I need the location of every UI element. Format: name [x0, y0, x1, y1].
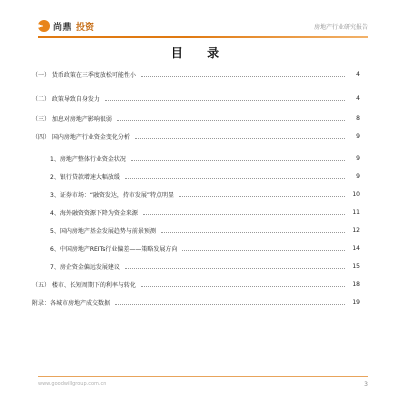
- toc-entry[interactable]: [32, 296, 360, 308]
- toc-entry-label: 3、证券市场：“融资发达，持市发展”特点明显: [50, 190, 177, 199]
- toc-entry[interactable]: [32, 260, 360, 272]
- toc-entry[interactable]: [32, 224, 360, 236]
- toc-leader: [135, 138, 345, 139]
- toc-entry[interactable]: [32, 112, 360, 124]
- toc-leader: [125, 268, 345, 269]
- toc-entry[interactable]: [32, 242, 360, 254]
- company-logo: [38, 20, 94, 33]
- logo-mark-icon: [38, 20, 50, 32]
- toc-leader: [125, 178, 345, 179]
- logo-text-accent: 投资: [76, 22, 95, 33]
- toc-entry-label: （四） 国内房地产行业资金变化分析: [32, 132, 133, 141]
- toc-entry[interactable]: [32, 278, 360, 290]
- toc-entry[interactable]: [32, 152, 360, 164]
- toc-entry-label: 6、中国房地产REITs行业偏差——策略发展方向: [50, 244, 180, 253]
- toc-entry-label: 附录：各城市房地产成交数据: [32, 298, 113, 307]
- toc-leader: [161, 232, 345, 233]
- toc-leader: [131, 160, 345, 161]
- report-category: 房地产行业研究报告: [313, 23, 368, 31]
- toc-entry-label: 2、银行贷款增速大幅放缓: [50, 172, 123, 181]
- toc-entry[interactable]: [32, 130, 360, 142]
- toc-entry-label: 1、房地产整体行业资金状况: [50, 154, 129, 163]
- footer-url: www.goodwillgroup.com.cn: [38, 381, 107, 387]
- toc-entry-label: （一） 货币政策在三季度放松可能性小: [32, 70, 139, 79]
- toc-entry-label: （五） 楼市、长短周期下的利率与转化: [32, 280, 139, 289]
- footer-divider: [38, 376, 368, 377]
- toc-leader: [179, 196, 345, 197]
- toc-entry-page: 10: [352, 190, 360, 198]
- toc-entry-label: 5、国内房地产基金发展趋势与前景预测: [50, 226, 159, 235]
- toc-entry[interactable]: [32, 68, 360, 80]
- toc-entry[interactable]: [32, 92, 360, 104]
- toc-entry-label: 4、海外融资资源下降为资金来源: [50, 208, 141, 217]
- toc-entry-page: 9: [356, 172, 360, 180]
- toc-entry-page: 18: [352, 280, 360, 288]
- toc-entry-page: 9: [356, 132, 360, 140]
- toc-leader: [141, 76, 345, 77]
- toc-entry-page: 9: [356, 154, 360, 162]
- toc-entry-page: 11: [352, 208, 360, 216]
- toc-entry[interactable]: [32, 170, 360, 182]
- toc-leader: [182, 250, 345, 251]
- toc-entry-label: （三） 加息对房地产影响很弱: [32, 114, 115, 123]
- toc-entry-page: 12: [352, 226, 360, 234]
- toc-entry-page: 15: [352, 262, 360, 270]
- toc-entry[interactable]: [32, 188, 360, 200]
- toc-entry-label: 7、房企资金偏远发展建议: [50, 262, 123, 271]
- toc-entry-page: 14: [352, 244, 360, 252]
- toc-entry[interactable]: [32, 206, 360, 218]
- page-number: 3: [364, 380, 368, 388]
- toc-leader: [117, 120, 345, 121]
- page-title: 目 录: [170, 46, 230, 60]
- page-footer: [38, 378, 368, 390]
- toc-entry-label: （二） 政策导致自身发力: [32, 94, 103, 103]
- toc-entry-page: 8: [356, 114, 360, 122]
- toc-leader: [143, 214, 345, 215]
- toc-leader: [115, 304, 345, 305]
- toc-entry-page: 4: [356, 70, 360, 78]
- page-header: [38, 18, 368, 34]
- toc-entry-page: 19: [352, 298, 360, 306]
- header-divider: [38, 36, 368, 38]
- toc-leader: [141, 286, 345, 287]
- toc-leader: [105, 100, 345, 101]
- logo-text: 尚鼎: [53, 22, 73, 33]
- toc-entry-page: 4: [356, 94, 360, 102]
